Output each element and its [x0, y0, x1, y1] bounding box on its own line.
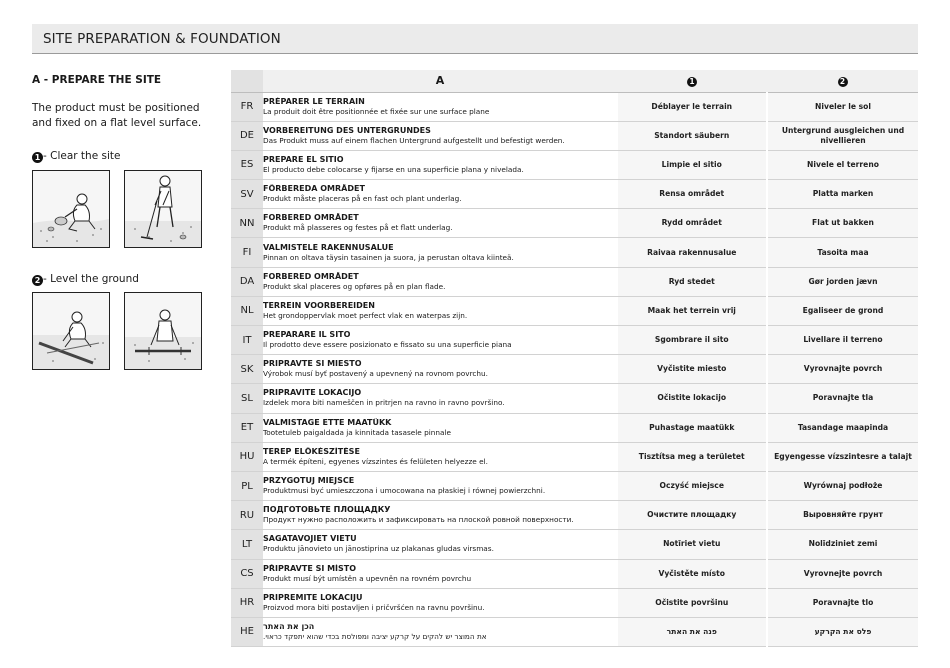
language-code: FR	[231, 92, 263, 121]
instruction-title: SAGATAVOJIET VIETU	[263, 534, 357, 544]
table-row	[231, 209, 918, 238]
step-2-cell: Wyrównaj podłoże	[767, 471, 918, 500]
table-row	[231, 617, 918, 646]
step-1-cell: Tisztítsa meg a területet	[617, 442, 767, 471]
language-code: LT	[231, 530, 263, 559]
instruction-cell	[263, 296, 617, 325]
instruction-description: את המוצר יש להקים על קרקע יציבה ומפולסת בכדי שהוא יתפקד כראוי.	[263, 631, 487, 641]
step-2-cell: Gør jorden jævn	[767, 267, 918, 296]
clear-site-raking-illustration	[124, 170, 202, 248]
instruction-description: Pinnan on oltava täysin tasainen ja suora, ja perustan oltava kiinteä.	[263, 252, 514, 262]
step-2-cell: פלס את הקרקע	[767, 617, 918, 646]
step-1-cell: Maak het terrein vrij	[617, 296, 767, 325]
instruction-title: VORBEREITUNG DES UNTERGRUNDES	[263, 125, 431, 135]
step-1-cell: Очистите площадку	[617, 501, 767, 530]
page-title: SITE PREPARATION & FOUNDATION	[43, 31, 281, 47]
table-row	[231, 180, 918, 209]
instruction-cell	[263, 559, 617, 588]
step-1-label	[32, 150, 120, 163]
instruction-cell	[263, 150, 617, 179]
instruction-description: Produktu jānovieto un jānostiprina uz plakanas gludas virsmas.	[263, 544, 494, 554]
step-2-number-icon: 2	[32, 275, 43, 286]
clear-site-kneeling-illustration	[32, 170, 110, 248]
instruction-description: El producto debe colocarse y fijarse en una superficie plana y nivelada.	[263, 164, 524, 174]
instruction-title: VALMISTAGE ETTE MAATÜKK	[263, 417, 392, 427]
instruction-description: Výrobok musí byť postavený a upevnený na rovnom povrchu.	[263, 369, 488, 379]
instruction-cell	[263, 238, 617, 267]
language-code: ET	[231, 413, 263, 442]
instruction-title: PRIPREMITE LOKACIJU	[263, 592, 363, 602]
language-code: HE	[231, 617, 263, 646]
step-1-cell: Vyčistěte místo	[617, 559, 767, 588]
section-description: The product must be positioned and fixed on a flat level surface.	[32, 102, 202, 129]
instruction-description: Tootetuleb paigaldada ja kinnitada tasasele pinnale	[263, 427, 451, 437]
table-row	[231, 355, 918, 384]
instruction-cell	[263, 121, 617, 150]
instruction-description: Il prodotto deve essere posizionato e fissato su una superficie piana	[263, 340, 512, 350]
instruction-cell	[263, 471, 617, 500]
step-1-cell: Sgombrare il sito	[617, 326, 767, 355]
step-1-cell: Rensa området	[617, 180, 767, 209]
language-code: DE	[231, 121, 263, 150]
table-row	[231, 501, 918, 530]
table-row	[231, 471, 918, 500]
table-row	[231, 150, 918, 179]
table-row	[231, 384, 918, 413]
step-1-cell: Rydd området	[617, 209, 767, 238]
language-code: FI	[231, 238, 263, 267]
step-1-header-icon: 1	[687, 77, 697, 87]
step-2-cell: Vyrovnajte povrch	[767, 355, 918, 384]
instruction-cell	[263, 501, 617, 530]
instruction-description: Produkt skal placeres og opføres på en plan flade.	[263, 281, 446, 291]
step-1-cell: Puhastage maatükk	[617, 413, 767, 442]
step-2-cell: Livellare il terreno	[767, 326, 918, 355]
language-code: RU	[231, 501, 263, 530]
instruction-description: Produkt måste placeras på en fast och plant underlag.	[263, 194, 462, 204]
table-row	[231, 238, 918, 267]
step-1-cell: Limpie el sitio	[617, 150, 767, 179]
instruction-title: PRIPRAVITE LOKACIJO	[263, 388, 362, 398]
translation-table	[231, 70, 918, 647]
instruction-description: Das Produkt muss auf einem flachen Untergrund aufgestellt und befestigt werden.	[263, 135, 565, 145]
step-2-cell: Nivele el terreno	[767, 150, 918, 179]
instruction-description: Het grondoppervlak moet perfect vlak en waterpas zijn.	[263, 310, 468, 320]
language-code: HR	[231, 588, 263, 617]
step-2-cell: Egyengesse vízszintesre a talajt	[767, 442, 918, 471]
instruction-description: Produktmusi być umieszczona i umocowana na płaskiej i równej powierzchni.	[263, 486, 546, 496]
page-header	[32, 24, 918, 54]
step-2-header-icon: 2	[838, 77, 848, 87]
table-row	[231, 530, 918, 559]
step-1-text: - Clear the site	[43, 150, 121, 162]
instruction-description: Izdelek mora biti nameščen in pritrjen na ravno in ravno površino.	[263, 398, 505, 408]
instruction-cell	[263, 617, 617, 646]
instruction-title: PRZYGOTUJ MIEJSCE	[263, 476, 355, 486]
step-2-cell: Tasoita maa	[767, 238, 918, 267]
header-col-a: A	[263, 70, 617, 92]
language-code: SV	[231, 180, 263, 209]
instruction-title: PRIPRAVTE SI MIESTO	[263, 359, 362, 369]
instruction-cell	[263, 588, 617, 617]
instruction-cell	[263, 384, 617, 413]
language-code: HU	[231, 442, 263, 471]
step-1-cell: Očistite površinu	[617, 588, 767, 617]
instruction-cell	[263, 326, 617, 355]
table-row	[231, 413, 918, 442]
left-panel	[32, 74, 222, 131]
instruction-description: Produkt må plasseres og festes på et flatt underlag.	[263, 223, 453, 233]
step-1-cell: Notīriet vietu	[617, 530, 767, 559]
table-header-row	[231, 70, 918, 92]
language-code: PL	[231, 471, 263, 500]
instruction-cell	[263, 92, 617, 121]
table-row	[231, 121, 918, 150]
table-row	[231, 326, 918, 355]
step-1-cell: Déblayer le terrain	[617, 92, 767, 121]
table-row	[231, 588, 918, 617]
step-2-cell: Nolīdziniet zemi	[767, 530, 918, 559]
language-code: NL	[231, 296, 263, 325]
step-1-cell: Očistite lokacijo	[617, 384, 767, 413]
instruction-cell	[263, 355, 617, 384]
header-col-1	[617, 70, 767, 92]
instruction-title: הכן את האתר	[263, 621, 315, 631]
step-1-cell: פנה את האתר	[617, 617, 767, 646]
language-code: CS	[231, 559, 263, 588]
step-1-cell: Vyčistite miesto	[617, 355, 767, 384]
level-ground-level-illustration	[124, 292, 202, 370]
table-row	[231, 267, 918, 296]
table-row	[231, 296, 918, 325]
step-2-cell: Untergrund ausgleichen und nivellieren	[767, 121, 918, 150]
instruction-title: VALMISTELE RAKENNUSALUE	[263, 242, 394, 252]
step-2-cell: Egaliseer de grond	[767, 296, 918, 325]
instruction-description: Proizvod mora biti postavljen i pričvršćen na ravnu površinu.	[263, 602, 485, 612]
instruction-description: La produit doit être positionnée et fixée sur une surface plane	[263, 106, 490, 116]
step-2-cell: Poravnajte tla	[767, 384, 918, 413]
language-code: SK	[231, 355, 263, 384]
instruction-cell	[263, 442, 617, 471]
instruction-title: PREPARE EL SITIO	[263, 154, 344, 164]
instruction-description: A termék építeni, egyenes vízszintes és felületen helyezze el.	[263, 456, 488, 466]
step-1-cell: Ryd stedet	[617, 267, 767, 296]
instruction-title: TEREP ELŐKÉSZÍTÉSE	[263, 446, 360, 456]
language-code: IT	[231, 326, 263, 355]
instruction-cell	[263, 413, 617, 442]
header-corner	[231, 70, 263, 92]
table-row	[231, 442, 918, 471]
header-col-2	[767, 70, 918, 92]
step-2-cell: Platta marken	[767, 180, 918, 209]
section-heading: A - PREPARE THE SITE	[32, 74, 162, 86]
language-code: NN	[231, 209, 263, 238]
step-2-cell: Niveler le sol	[767, 92, 918, 121]
table-row	[231, 559, 918, 588]
step-2-cell: Выровняйте грунт	[767, 501, 918, 530]
step-2-cell: Poravnajte tlo	[767, 588, 918, 617]
language-code: DA	[231, 267, 263, 296]
instruction-title: PREPARARE IL SITO	[263, 330, 351, 340]
instruction-description: Produkt musí být umístěn a upevněn na rovném povrchu	[263, 573, 472, 583]
instruction-title: TERREIN VOORBEREIDEN	[263, 300, 375, 310]
instruction-title: FÖRBEREDA OMRÅDET	[263, 184, 365, 194]
level-ground-board-illustration	[32, 292, 110, 370]
instruction-description: Продукт нужно расположить и зафиксировать на плоской ровной поверхности.	[263, 515, 574, 525]
step-2-cell: Vyrovnejte povrch	[767, 559, 918, 588]
step-1-cell: Standort säubern	[617, 121, 767, 150]
step-1-cell: Raivaa rakennusalue	[617, 238, 767, 267]
language-code: ES	[231, 150, 263, 179]
step-2-label	[32, 273, 139, 286]
instruction-title: FORBERED OMRÅDET	[263, 271, 359, 281]
instruction-title: FORBERED OMRÅDET	[263, 213, 359, 223]
step-2-text: - Level the ground	[43, 273, 139, 285]
step-2-cell: Flat ut bakken	[767, 209, 918, 238]
table-row	[231, 92, 918, 121]
instruction-title: PŘIPRAVTE SI MÍSTO	[263, 563, 357, 573]
language-code: SL	[231, 384, 263, 413]
step-1-cell: Oczyść miejsce	[617, 471, 767, 500]
instruction-cell	[263, 180, 617, 209]
instruction-cell	[263, 267, 617, 296]
instruction-title: ПОДГОТОВЬТЕ ПЛОЩАДКУ	[263, 505, 391, 515]
instruction-cell	[263, 530, 617, 559]
step-2-cell: Tasandage maapinda	[767, 413, 918, 442]
instruction-title: PRÉPARER LE TERRAIN	[263, 96, 365, 106]
step-1-number-icon: 1	[32, 152, 43, 163]
instruction-cell	[263, 209, 617, 238]
